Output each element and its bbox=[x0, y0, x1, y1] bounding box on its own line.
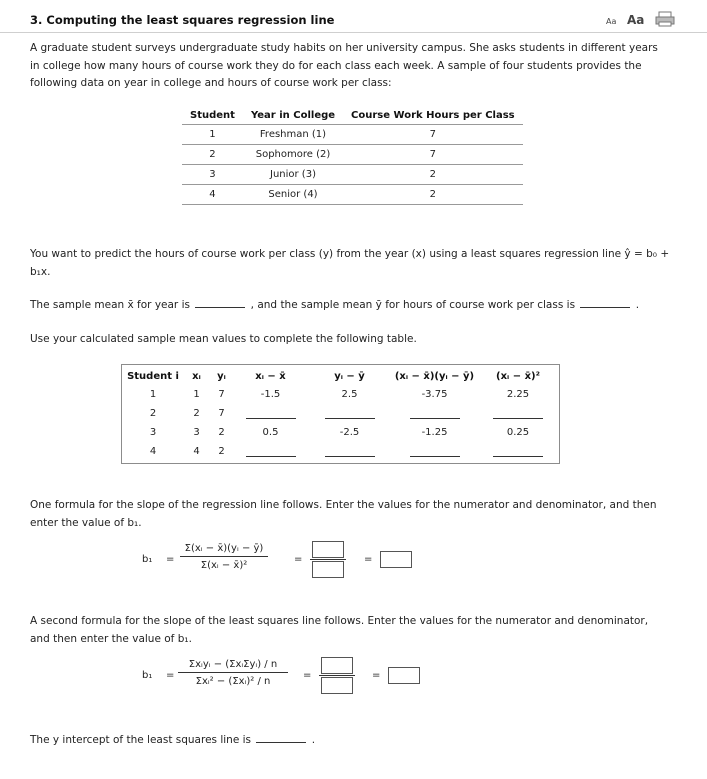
intercept-text: The y intercept of the least squares line is bbox=[30, 734, 252, 746]
answer-input[interactable] bbox=[246, 406, 296, 419]
mean-x-input[interactable] bbox=[195, 296, 245, 308]
table-cell: 2 bbox=[218, 427, 225, 438]
table-cell: -1.5 bbox=[260, 389, 281, 400]
answer-input[interactable] bbox=[410, 406, 460, 419]
answer-input[interactable] bbox=[325, 406, 375, 419]
denominator-input[interactable] bbox=[321, 677, 353, 694]
numerator-input[interactable] bbox=[321, 657, 353, 674]
fraction-bar bbox=[319, 675, 355, 676]
calculation-table bbox=[122, 365, 559, 461]
formula2-intro: A second formula for the slope of the least squares line follows. Enter the values for the numerator and denominator, and then enter the value of b₁. bbox=[30, 615, 649, 645]
b1-label: b₁ bbox=[142, 670, 153, 681]
mean-y-input[interactable] bbox=[580, 296, 630, 308]
intercept-text: . bbox=[311, 734, 316, 746]
font-size-large-button[interactable]: Aa bbox=[627, 13, 645, 27]
fraction-bar bbox=[310, 559, 346, 560]
formula2-numerator: Σxᵢyᵢ − (ΣxᵢΣyᵢ) / n bbox=[178, 659, 288, 673]
intercept-input[interactable] bbox=[256, 731, 306, 743]
table-cell: Junior (3) bbox=[243, 165, 343, 185]
equals-sign: = bbox=[372, 670, 381, 681]
column-header: Year in College bbox=[243, 108, 343, 125]
predict-paragraph: You want to predict the hours of course work per class (y) from the year (x) using a least squares regression line ŷ = b₀ + b₁x. bbox=[30, 248, 670, 278]
table-row bbox=[182, 125, 523, 145]
table-input-cell bbox=[477, 404, 559, 423]
table-cell: 3 bbox=[149, 427, 157, 438]
table-cell: 4 bbox=[149, 446, 157, 457]
formula2-denominator: Σxᵢ² − (Σxᵢ)² / n bbox=[195, 676, 271, 687]
b1-label: b₁ bbox=[142, 554, 153, 565]
table-input-cell bbox=[307, 404, 392, 423]
table-cell: 7 bbox=[343, 125, 523, 145]
answer-input[interactable] bbox=[246, 444, 296, 457]
table-input-cell bbox=[234, 404, 307, 423]
table-cell: 1 bbox=[149, 389, 157, 400]
table-cell: 1 bbox=[182, 125, 243, 145]
table-cell: 3 bbox=[193, 427, 200, 438]
equals-sign: = bbox=[294, 554, 303, 565]
use-means-instruction: Use your calculated sample mean values to complete the following table. bbox=[30, 333, 417, 345]
table-cell: 0.5 bbox=[262, 427, 279, 438]
intro-paragraph: A graduate student surveys undergraduate study habits on her university campus. She asks students in different years in college how many hours of course work they do for each class each week. A sample of four students provides the following data on year in college and hours of course work per class: bbox=[30, 42, 658, 89]
equals-sign: = bbox=[303, 670, 312, 681]
column-header: Course Work Hours per Class bbox=[343, 108, 523, 125]
table-cell: Senior (4) bbox=[243, 185, 343, 205]
formula1-denominator: Σ(xᵢ − x̄)² bbox=[200, 560, 248, 571]
table-input-cell bbox=[392, 404, 477, 423]
table-cell: 7 bbox=[218, 408, 225, 419]
table-cell: 1 bbox=[193, 389, 200, 400]
answer-input[interactable] bbox=[493, 444, 543, 457]
table-row bbox=[182, 185, 523, 205]
column-header: xᵢ − x̄ bbox=[255, 371, 286, 382]
table-row bbox=[122, 423, 559, 442]
table-cell: 2.25 bbox=[506, 389, 530, 400]
font-size-small-button[interactable]: Aa bbox=[606, 17, 617, 26]
column-header: (xᵢ − x̄)² bbox=[496, 371, 540, 382]
means-sentence bbox=[30, 296, 670, 315]
table-row bbox=[122, 385, 559, 404]
table-cell: 7 bbox=[343, 145, 523, 165]
table-row bbox=[122, 404, 559, 423]
column-header: Student i bbox=[127, 371, 179, 382]
answer-input[interactable] bbox=[325, 444, 375, 457]
table-cell: -3.75 bbox=[421, 389, 448, 400]
column-header: yᵢ bbox=[217, 371, 226, 382]
table-header-row bbox=[182, 108, 523, 125]
table-cell: 2 bbox=[193, 408, 200, 419]
equals-sign: = bbox=[364, 554, 373, 565]
denominator-input[interactable] bbox=[312, 561, 344, 578]
column-header: (xᵢ − x̄)(yᵢ − ȳ) bbox=[394, 371, 475, 382]
header-divider bbox=[0, 32, 707, 33]
table-cell: 7 bbox=[218, 389, 225, 400]
b1-value-input[interactable] bbox=[388, 667, 420, 684]
equals-sign: = bbox=[166, 554, 175, 565]
table-cell: Freshman (1) bbox=[243, 125, 343, 145]
table-cell: 0.25 bbox=[506, 427, 530, 438]
column-header: xᵢ bbox=[192, 371, 201, 382]
data-table bbox=[182, 108, 523, 205]
table-cell: 2 bbox=[343, 185, 523, 205]
b1-value-input[interactable] bbox=[380, 551, 412, 568]
table-row bbox=[182, 145, 523, 165]
formula1-fraction bbox=[180, 543, 268, 571]
table-input-cell bbox=[234, 442, 307, 461]
column-header: Student bbox=[182, 108, 243, 125]
print-icon[interactable] bbox=[655, 11, 675, 27]
calculation-table-frame bbox=[121, 364, 560, 464]
table-cell: 2.5 bbox=[341, 389, 358, 400]
table-cell: 2 bbox=[182, 145, 243, 165]
means-text: . bbox=[635, 299, 640, 311]
table-input-cell bbox=[307, 442, 392, 461]
numerator-input[interactable] bbox=[312, 541, 344, 558]
table-cell: 2 bbox=[343, 165, 523, 185]
column-header: yᵢ − ȳ bbox=[334, 371, 365, 382]
table-cell: 4 bbox=[193, 446, 200, 457]
table-input-cell bbox=[477, 442, 559, 461]
table-cell: 2 bbox=[218, 446, 225, 457]
question-title: 3. Computing the least squares regression line bbox=[30, 13, 335, 27]
table-input-cell bbox=[392, 442, 477, 461]
table-header-row bbox=[122, 365, 559, 385]
table-row bbox=[122, 442, 559, 461]
table-cell: 2 bbox=[149, 408, 157, 419]
table-cell: Sophomore (2) bbox=[243, 145, 343, 165]
answer-input[interactable] bbox=[410, 444, 460, 457]
table-cell: -2.5 bbox=[339, 427, 360, 438]
formula1-numerator: Σ(xᵢ − x̄)(yᵢ − ȳ) bbox=[180, 543, 268, 557]
means-text: , and the sample mean ȳ for hours of course work per class is bbox=[250, 299, 576, 311]
formula1-intro: One formula for the slope of the regression line follows. Enter the values for the numerator and denominator, and then enter the value of b₁. bbox=[30, 499, 657, 529]
table-cell: 4 bbox=[182, 185, 243, 205]
intercept-sentence bbox=[30, 731, 670, 750]
means-text: The sample mean x̄ for year is bbox=[30, 299, 190, 311]
table-cell: 3 bbox=[182, 165, 243, 185]
table-cell: -1.25 bbox=[421, 427, 448, 438]
table-row bbox=[182, 165, 523, 185]
equals-sign: = bbox=[166, 670, 175, 681]
answer-input[interactable] bbox=[493, 406, 543, 419]
formula2-fraction bbox=[178, 659, 288, 687]
